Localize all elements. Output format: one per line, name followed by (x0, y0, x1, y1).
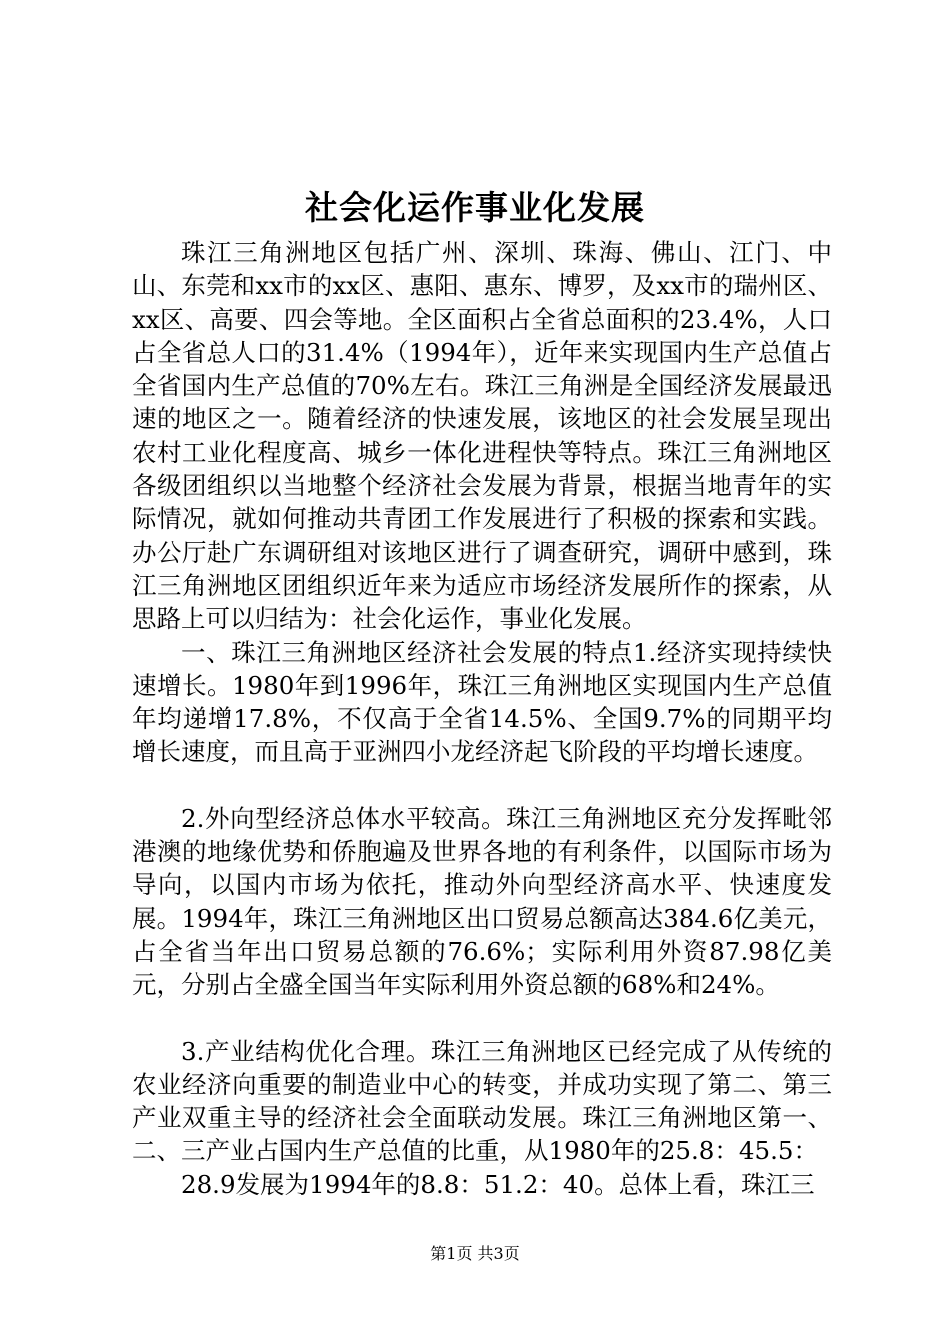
page-number-footer: 第1页 共3页 (430, 1244, 520, 1263)
paragraph-section-3-continued: 28.9发展为1994年的8.8：51.2：40。总体上看，珠江三 (181, 1169, 815, 1199)
paragraph-intro: 珠江三角洲地区包括广州、深圳、珠海、佛山、江门、中山、东莞和xx市的xx区、惠阳、惠东、博罗，及xx市的瑞州区、xx区、高要、四会等地。全区面积占全省总面积的23.4%，人口占全省总人口的31.4%（1994年），近年来实现国内生产总值占全省国内生产总值的70%左右。珠江三角洲是全国经济发展最迅速的地区之一。随着经济的快速发展，该地区的社会发展呈现出农村工业化程度高、城乡一体化进程快等特点。珠江三角洲地区各级团组织以当地整个经济社会发展为背景，根据当地青年的实际情况，就如何推动共青团工作发展进行了积极的探索和实践。办公厅赴广东调研组对该地区进行了调查研究，调研中感到，珠江三角洲地区团组织近年来为适应市场经济发展所作的探索，从思路上可以归结为：社会化运作，事业化发展。 (132, 238, 832, 634)
document-title: 社会化运作事业化发展 (305, 188, 645, 227)
document-body (132, 236, 832, 1201)
paragraph-section-3: 3.产业结构优化合理。珠江三角洲地区已经完成了从传统的农业经济向重要的制造业中心的转变，并成功实现了第二、第三产业双重主导的经济社会全面联动发展。珠江三角洲地区第一、二、三产业占国内生产总值的比重，从1980年的25.8：45.5： (132, 1036, 832, 1166)
paragraph-section-1: 一、珠江三角洲地区经济社会发展的特点1.经济实现持续快速增长。1980年到1996年，珠江三角洲地区实现国内生产总值年均递增17.8%，不仅高于全省14.5%、全国9.7%的同期平均增长速度，而且高于亚洲四小龙经济起飞阶段的平均增长速度。 (132, 637, 832, 767)
paragraph-section-2: 2.外向型经济总体水平较高。珠江三角洲地区充分发挥毗邻港澳的地缘优势和侨胞遍及世界各地的有利条件，以国际市场为导向，以国内市场为依托，推动外向型经济高水平、快速度发展。1994年，珠江三角洲地区出口贸易总额高达384.6亿美元，占全省当年出口贸易总额的76.6%；实际利用外资87.98亿美元，分别占全盛全国当年实际利用外资总额的68%和24%。 (132, 803, 832, 1000)
